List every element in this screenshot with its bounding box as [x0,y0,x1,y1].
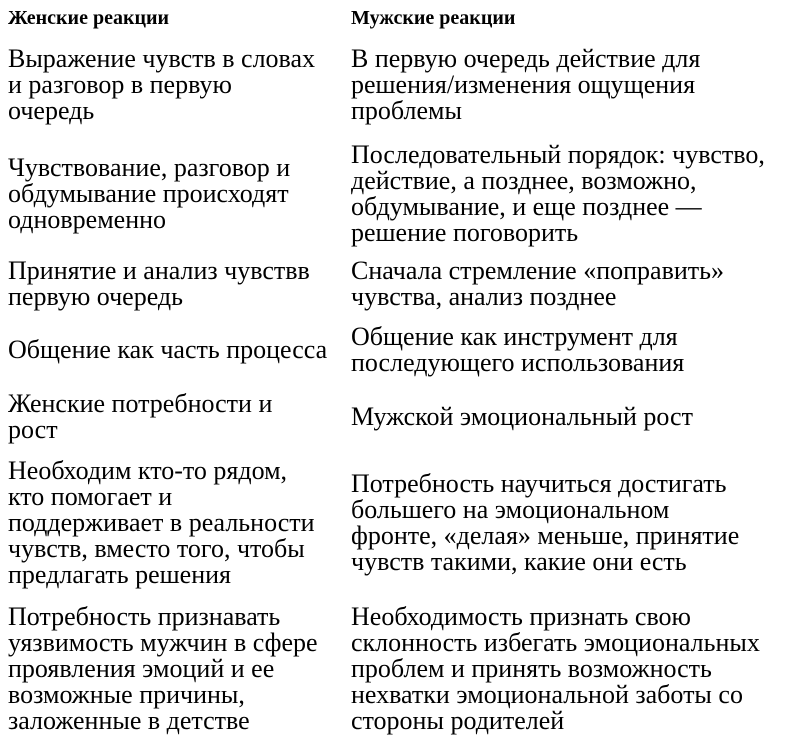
men-cell: Необходимость признать свою склонность избегать эмоциональных проблем и принять возможность нехватки эмоциональной заботы со стороны родителей [351,602,760,735]
table-row [0,140,785,248]
table-header-row [0,7,785,31]
table-row [0,455,785,591]
table-row [0,601,785,737]
table-row [0,389,785,445]
women-cell: Выражение чувств в словах и разговор в первую очередь [8,44,316,125]
women-cell: Женские потребности и рост [8,389,273,444]
header-women: Женские реакции [8,7,170,29]
table-row [0,322,785,378]
women-cell: Принятие и анализ чувствв первую очередь [8,256,310,311]
women-cell: Общение как часть процесса [8,335,328,364]
header-men: Мужские реакции [351,7,516,29]
men-cell: Последовательный порядок: чувство, действие, а позднее, возможно, обдумывание, и еще позднее — решение поговорить [351,140,765,247]
women-cell: Необходим кто-то рядом, кто помогает и поддерживает в реальности чувств, вместо того, чтобы предлагать решения [8,456,315,589]
men-cell: Общение как инструмент для последующего использования [351,322,685,377]
men-cell: Мужской эмоциональный рост [351,402,693,431]
women-cell: Чувствование, разговор и обдумывание происходят одновременно [8,153,291,234]
men-cell: Сначала стремление «поправить» чувства, анализ позднее [351,256,724,311]
table-row [0,257,785,311]
table-row [0,44,785,126]
men-cell: В первую очередь действие для решения/изменения ощущения проблемы [351,44,701,125]
men-cell: Потребность научиться достигать большего на эмоциональном фронте, «делая» меньше, принятие чувств такими, какие они есть [351,469,740,576]
women-cell: Потребность признавать уязвимость мужчин в сфере проявления эмоций и ее возможные причины, заложенные в детстве [8,602,318,735]
